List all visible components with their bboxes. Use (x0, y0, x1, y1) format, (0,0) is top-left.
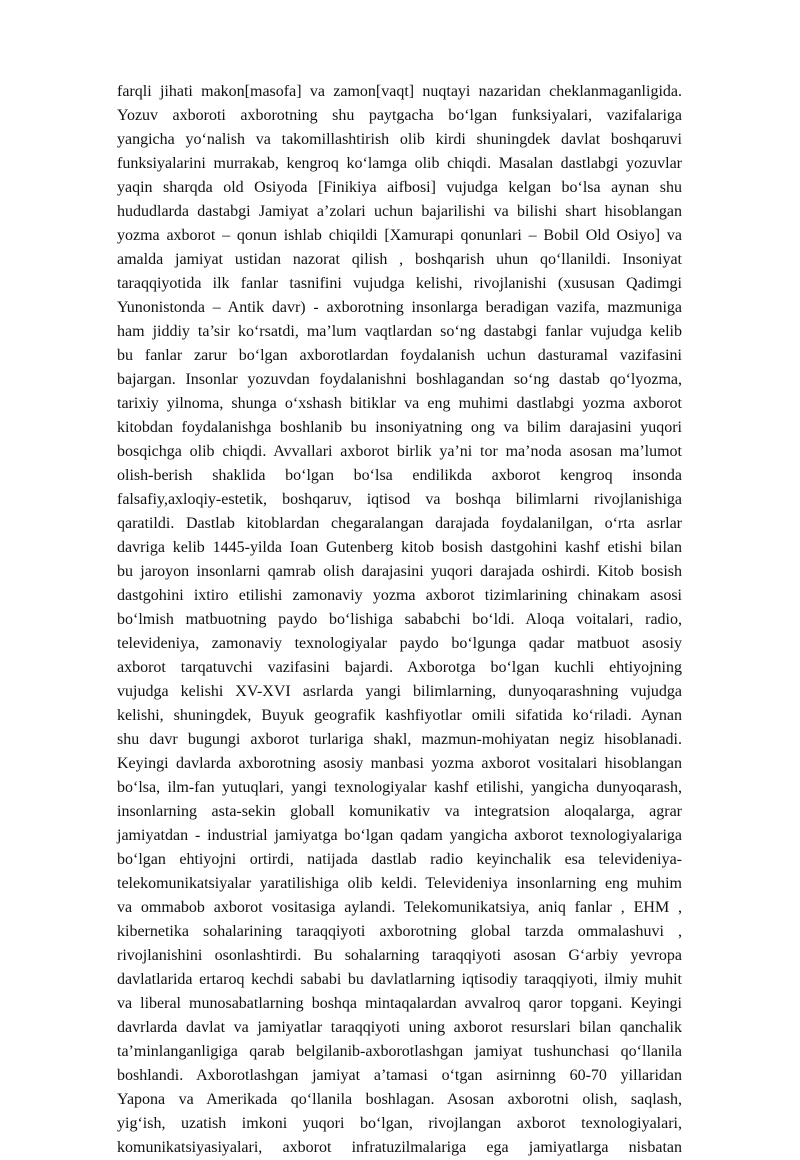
text-line: tarixiy yilnoma, shunga o‘xshash bitiklar va eng muhimi dastlabgi yozma axborot (117, 395, 682, 412)
text-line: yig‘ish, uzatish imkoni yuqori bo‘lgan, rivojlangan axborot texnologiyalari, (117, 1115, 682, 1132)
text-line: olish-berish shaklida bo‘lgan bo‘lsa endilikda axborot kengroq insonda (117, 467, 682, 484)
text-line: kibernetika sohalarining taraqqiyoti axborotning global tarzda ommalashuvi , (117, 923, 682, 940)
text-line: ham jiddiy ta’sir ko‘rsatdi, ma’lum vaqtlardan so‘ng dastabgi fanlar vujudga kelib (117, 323, 682, 340)
text-line: axborot tarqatuvchi vazifasini bajardi. Axborotga bo‘lgan kuchli ehtiyojning (117, 659, 682, 676)
text-line: falsafiy,axloqiy-estetik, boshqaruv, iqtisod va boshqa bilimlarni rivojlanishiga (117, 491, 682, 508)
text-line: taraqqiyotida ilk fanlar tasnifini vujudga kelishi, rivojlanishi (xususan Qadimgi (117, 275, 682, 292)
text-line: farqli jihati makon[masofa] va zamon[vaqt] nuqtayi nazaridan cheklanmaganligida. (117, 83, 682, 100)
text-line: bo‘lsa, ilm-fan yutuqlari, yangi texnologiyalar kashf etilishi, yangicha dunyoqarash, (117, 779, 682, 796)
text-line: Keyingi davlarda axborotning asosiy manbasi yozma axborot vositalari hisoblangan (117, 755, 682, 772)
text-line: davriga kelib 1445-yilda Ioan Gutenberg kitob bosish dastgohini kashf etishi bilan (117, 539, 682, 556)
text-line: bajargan. Insonlar yozuvdan foydalanishni boshlagandan so‘ng dastab qo‘lyozma, (117, 371, 682, 388)
text-line: davlatlarida ertaroq kechdi sababi bu davlatlarning iqtisodiy taraqqiyoti, ilmiy muhit (117, 971, 682, 988)
text-line: yangicha yo‘nalish va takomillashtirish olib kirdi shuningdek davlat boshqaruvi (117, 131, 682, 148)
text-line: komunikatsiyasiyalari, axborot infratuzilmalariga ega jamiyatlarga nisbatan (117, 1139, 682, 1156)
text-line: jamiyatdan - industrial jamiyatga bo‘lgan qadam yangicha axborot texnologiyalariga (117, 827, 682, 844)
text-line: rivojlanishini osonlashtirdi. Bu sohalarning taraqqiyoti asosan G‘arbiy yevropa (117, 947, 682, 964)
document-body (117, 80, 682, 1160)
text-line: bo‘lmish matbuotning paydo bo‘lishiga sababchi bo‘ldi. Aloqa voitalari, radio, (117, 611, 682, 628)
text-line: amalda jamiyat ustidan nazorat qilish , boshqarish uhun qo‘llanildi. Insoniyat (117, 251, 682, 268)
text-line: davrlarda davlat va jamiyatlar taraqqiyoti uning axborot resurslari bilan qanchalik (117, 1019, 682, 1036)
text-line: kitobdan foydalanishga boshlanib bu insoniyatning ong va bilim darajasini yuqori (117, 419, 682, 436)
text-line: yozma axborot – qonun ishlab chiqildi [Xamurapi qonunlari – Bobil Old Osiyo] va (117, 227, 682, 244)
text-line: insonlarning asta-sekin globall komunikativ va integratsion aloqalarga, agrar (117, 803, 682, 820)
text-line: boshlandi. Axborotlashgan jamiyat a’tamasi o‘tgan asirninng 60-70 yillaridan (117, 1067, 682, 1084)
text-line: bo‘lgan ehtiyojni ortirdi, natijada dastlab radio keyinchalik esa televideniya- (117, 851, 682, 868)
text-line: yaqin sharqda old Osiyoda [Finikiya aifbosi] vujudga kelgan bo‘lsa aynan shu (117, 179, 682, 196)
text-line: vujudga kelishi XV-XVI asrlarda yangi bilimlarning, dunyoqarashning vujudga (117, 683, 682, 700)
text-line: bu jaroyon insonlarni qamrab olish darajasini yuqori darajada oshirdi. Kitob bosish (117, 563, 682, 580)
text-line: funksiyalarini murrakab, kengroq ko‘lamga olib chiqdi. Masalan dastlabgi yozuvlar (117, 155, 682, 172)
text-line: telekomunikatsiyalar yaratilishiga olib keldi. Televideniya insonlarning eng muhim (117, 875, 682, 892)
text-line: televideniya, zamonaviy texnologiyalar paydo bo‘lgunga qadar matbuot asosiy (117, 635, 682, 652)
text-line: bosqichga olib chiqdi. Avvallari axborot birlik ya’ni tor ma’noda asosan ma’lumot (117, 443, 682, 460)
text-line: kelishi, shuningdek, Buyuk geografik kashfiyotlar omili sifatida ko‘riladi. Aynan (117, 707, 682, 724)
text-line: hududlarda dastabgi Jamiyat a’zolari uchun bajarilishi va bilishi shart hisoblangan (117, 203, 682, 220)
text-line: qaratildi. Dastlab kitoblardan chegaralangan darajada foydalanilgan, o‘rta asrlar (117, 515, 682, 532)
text-line: dastgohini ixtiro etilishi zamonaviy yozma axborot tizimlarining chinakam asosi (117, 587, 682, 604)
text-line: Yapona va Amerikada qo‘llanila boshlagan. Asosan axborotni olish, saqlash, (117, 1091, 682, 1108)
text-line: Yozuv axboroti axborotning shu paytgacha bo‘lgan funksiyalari, vazifalariga (117, 107, 682, 124)
text-line: bu fanlar zarur bo‘lgan axborotlardan foydalanish uchun dasturamal vazifasini (117, 347, 682, 364)
text-line: va liberal munosabatlarning boshqa mintaqalardan avvalroq qaror topgani. Keyingi (117, 995, 682, 1012)
text-line: Yunonistonda – Antik davr) - axborotning insonlarga beradigan vazifa, mazmuniga (117, 299, 682, 316)
text-line: shu davr bugungi axborot turlariga shakl, mazmun-mohiyatan negiz hisoblanadi. (117, 731, 682, 748)
text-line: ta’minlanganligiga qarab belgilanib-axborotlashgan jamiyat tushunchasi qo‘llanila (117, 1043, 682, 1060)
text-line: va ommabob axborot vositasiga aylandi. Telekomunikatsiya, aniq fanlar , EHM , (117, 899, 682, 916)
